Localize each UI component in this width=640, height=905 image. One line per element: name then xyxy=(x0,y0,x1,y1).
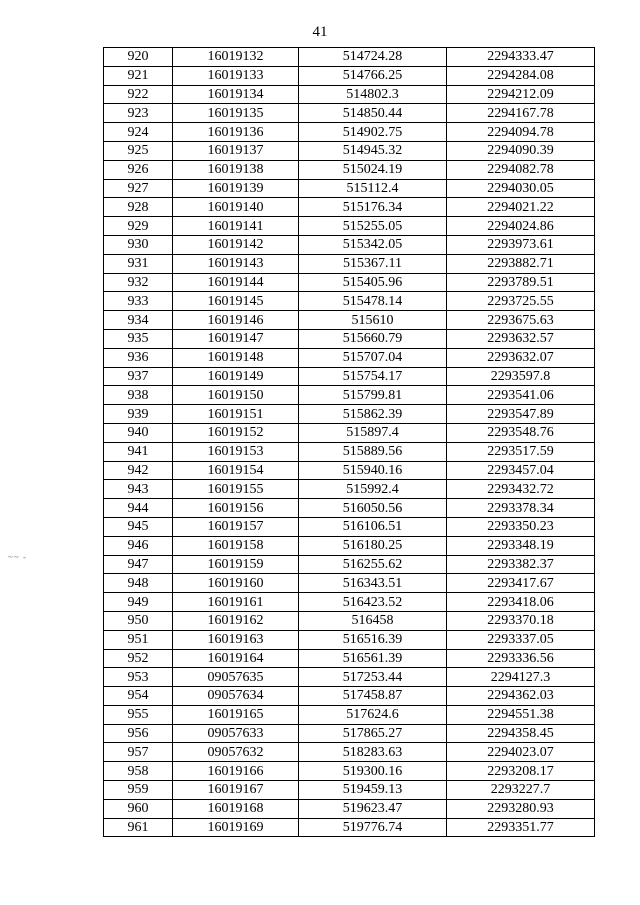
id-cell: 16019136 xyxy=(173,123,299,142)
id-cell: 16019149 xyxy=(173,367,299,386)
table-row xyxy=(104,48,595,67)
table-row xyxy=(104,198,595,217)
x-coordinate-cell: 519459.13 xyxy=(299,781,447,800)
table-row xyxy=(104,442,595,461)
y-coordinate-cell: 2293336.56 xyxy=(447,649,595,668)
y-coordinate-cell: 2293597.8 xyxy=(447,367,595,386)
x-coordinate-cell: 519776.74 xyxy=(299,818,447,837)
table-row xyxy=(104,348,595,367)
id-cell: 16019169 xyxy=(173,818,299,837)
id-cell: 16019162 xyxy=(173,611,299,630)
id-cell: 16019160 xyxy=(173,574,299,593)
y-coordinate-cell: 2293517.59 xyxy=(447,442,595,461)
y-coordinate-cell: 2293348.19 xyxy=(447,536,595,555)
id-cell: 16019151 xyxy=(173,405,299,424)
point-number-cell: 929 xyxy=(104,217,173,236)
table-row xyxy=(104,254,595,273)
x-coordinate-cell: 515610 xyxy=(299,311,447,330)
id-cell: 16019142 xyxy=(173,235,299,254)
point-number-cell: 936 xyxy=(104,348,173,367)
id-cell: 16019132 xyxy=(173,48,299,67)
y-coordinate-cell: 2293280.93 xyxy=(447,799,595,818)
x-coordinate-cell: 515940.16 xyxy=(299,461,447,480)
table-row xyxy=(104,799,595,818)
id-cell: 16019152 xyxy=(173,423,299,442)
y-coordinate-cell: 2294094.78 xyxy=(447,123,595,142)
table-row xyxy=(104,555,595,574)
x-coordinate-cell: 516516.39 xyxy=(299,630,447,649)
point-number-cell: 953 xyxy=(104,668,173,687)
y-coordinate-cell: 2293378.34 xyxy=(447,499,595,518)
point-number-cell: 943 xyxy=(104,480,173,499)
y-coordinate-cell: 2294023.07 xyxy=(447,743,595,762)
table-row xyxy=(104,292,595,311)
table-row xyxy=(104,818,595,837)
y-coordinate-cell: 2293208.17 xyxy=(447,762,595,781)
point-number-cell: 944 xyxy=(104,499,173,518)
point-number-cell: 957 xyxy=(104,743,173,762)
y-coordinate-cell: 2293547.89 xyxy=(447,405,595,424)
point-number-cell: 960 xyxy=(104,799,173,818)
point-number-cell: 952 xyxy=(104,649,173,668)
id-cell: 16019134 xyxy=(173,85,299,104)
table-row xyxy=(104,705,595,724)
point-number-cell: 923 xyxy=(104,104,173,123)
id-cell: 16019140 xyxy=(173,198,299,217)
point-number-cell: 958 xyxy=(104,762,173,781)
id-cell: 16019159 xyxy=(173,555,299,574)
id-cell: 16019139 xyxy=(173,179,299,198)
x-coordinate-cell: 516255.62 xyxy=(299,555,447,574)
point-number-cell: 950 xyxy=(104,611,173,630)
id-cell: 16019167 xyxy=(173,781,299,800)
point-number-cell: 933 xyxy=(104,292,173,311)
y-coordinate-cell: 2293632.57 xyxy=(447,329,595,348)
table-row xyxy=(104,123,595,142)
x-coordinate-cell: 516343.51 xyxy=(299,574,447,593)
x-coordinate-cell: 516458 xyxy=(299,611,447,630)
x-coordinate-cell: 515342.05 xyxy=(299,235,447,254)
point-number-cell: 946 xyxy=(104,536,173,555)
point-number-cell: 921 xyxy=(104,66,173,85)
point-number-cell: 939 xyxy=(104,405,173,424)
id-cell: 16019161 xyxy=(173,593,299,612)
x-coordinate-cell: 515889.56 xyxy=(299,442,447,461)
y-coordinate-cell: 2293541.06 xyxy=(447,386,595,405)
id-cell: 16019141 xyxy=(173,217,299,236)
point-number-cell: 931 xyxy=(104,254,173,273)
point-number-cell: 932 xyxy=(104,273,173,292)
y-coordinate-cell: 2294551.38 xyxy=(447,705,595,724)
point-number-cell: 947 xyxy=(104,555,173,574)
table-row xyxy=(104,593,595,612)
point-number-cell: 930 xyxy=(104,235,173,254)
point-number-cell: 959 xyxy=(104,781,173,800)
id-cell: 09057634 xyxy=(173,687,299,706)
table-row xyxy=(104,179,595,198)
x-coordinate-cell: 515992.4 xyxy=(299,480,447,499)
point-number-cell: 935 xyxy=(104,329,173,348)
y-coordinate-cell: 2294024.86 xyxy=(447,217,595,236)
x-coordinate-cell: 516106.51 xyxy=(299,517,447,536)
y-coordinate-cell: 2294212.09 xyxy=(447,85,595,104)
table-row xyxy=(104,611,595,630)
y-coordinate-cell: 2293973.61 xyxy=(447,235,595,254)
x-coordinate-cell: 516561.39 xyxy=(299,649,447,668)
point-number-cell: 949 xyxy=(104,593,173,612)
id-cell: 16019155 xyxy=(173,480,299,499)
point-number-cell: 948 xyxy=(104,574,173,593)
x-coordinate-cell: 515255.05 xyxy=(299,217,447,236)
id-cell: 16019137 xyxy=(173,141,299,160)
point-number-cell: 942 xyxy=(104,461,173,480)
id-cell: 16019135 xyxy=(173,104,299,123)
id-cell: 16019154 xyxy=(173,461,299,480)
x-coordinate-cell: 516050.56 xyxy=(299,499,447,518)
x-coordinate-cell: 515897.4 xyxy=(299,423,447,442)
table-row xyxy=(104,104,595,123)
point-number-cell: 938 xyxy=(104,386,173,405)
table-row xyxy=(104,687,595,706)
table-row xyxy=(104,517,595,536)
table-row xyxy=(104,536,595,555)
x-coordinate-cell: 516423.52 xyxy=(299,593,447,612)
x-coordinate-cell: 515862.39 xyxy=(299,405,447,424)
id-cell: 09057632 xyxy=(173,743,299,762)
id-cell: 16019166 xyxy=(173,762,299,781)
y-coordinate-cell: 2293417.67 xyxy=(447,574,595,593)
y-coordinate-cell: 2293350.23 xyxy=(447,517,595,536)
table-row xyxy=(104,235,595,254)
id-cell: 16019156 xyxy=(173,499,299,518)
point-number-cell: 937 xyxy=(104,367,173,386)
y-coordinate-cell: 2293882.71 xyxy=(447,254,595,273)
x-coordinate-cell: 519623.47 xyxy=(299,799,447,818)
table-row xyxy=(104,160,595,179)
x-coordinate-cell: 517624.6 xyxy=(299,705,447,724)
x-coordinate-cell: 518283.63 xyxy=(299,743,447,762)
x-coordinate-cell: 515707.04 xyxy=(299,348,447,367)
point-number-cell: 925 xyxy=(104,141,173,160)
y-coordinate-cell: 2294090.39 xyxy=(447,141,595,160)
margin-mark: ~~ - xyxy=(8,552,27,562)
table-row xyxy=(104,423,595,442)
x-coordinate-cell: 514802.3 xyxy=(299,85,447,104)
id-cell: 16019165 xyxy=(173,705,299,724)
table-row xyxy=(104,461,595,480)
id-cell: 16019133 xyxy=(173,66,299,85)
point-number-cell: 940 xyxy=(104,423,173,442)
id-cell: 16019168 xyxy=(173,799,299,818)
y-coordinate-cell: 2294030.05 xyxy=(447,179,595,198)
x-coordinate-cell: 517253.44 xyxy=(299,668,447,687)
id-cell: 16019147 xyxy=(173,329,299,348)
id-cell: 09057633 xyxy=(173,724,299,743)
x-coordinate-cell: 514766.25 xyxy=(299,66,447,85)
x-coordinate-cell: 515799.81 xyxy=(299,386,447,405)
y-coordinate-cell: 2293418.06 xyxy=(447,593,595,612)
x-coordinate-cell: 515405.96 xyxy=(299,273,447,292)
y-coordinate-cell: 2293789.51 xyxy=(447,273,595,292)
id-cell: 16019144 xyxy=(173,273,299,292)
point-number-cell: 951 xyxy=(104,630,173,649)
y-coordinate-cell: 2294284.08 xyxy=(447,66,595,85)
table-row xyxy=(104,329,595,348)
y-coordinate-cell: 2293675.63 xyxy=(447,311,595,330)
y-coordinate-cell: 2293432.72 xyxy=(447,480,595,499)
id-cell: 16019157 xyxy=(173,517,299,536)
table-row xyxy=(104,668,595,687)
x-coordinate-cell: 516180.25 xyxy=(299,536,447,555)
table-row xyxy=(104,649,595,668)
table-row xyxy=(104,141,595,160)
x-coordinate-cell: 514724.28 xyxy=(299,48,447,67)
table-row xyxy=(104,311,595,330)
id-cell: 16019138 xyxy=(173,160,299,179)
y-coordinate-cell: 2294082.78 xyxy=(447,160,595,179)
table-row xyxy=(104,85,595,104)
y-coordinate-cell: 2293725.55 xyxy=(447,292,595,311)
id-cell: 16019145 xyxy=(173,292,299,311)
table-row xyxy=(104,386,595,405)
y-coordinate-cell: 2293227.7 xyxy=(447,781,595,800)
table-row xyxy=(104,743,595,762)
y-coordinate-cell: 2294362.03 xyxy=(447,687,595,706)
point-number-cell: 955 xyxy=(104,705,173,724)
point-number-cell: 922 xyxy=(104,85,173,104)
y-coordinate-cell: 2293382.37 xyxy=(447,555,595,574)
y-coordinate-cell: 2294021.22 xyxy=(447,198,595,217)
y-coordinate-cell: 2293351.77 xyxy=(447,818,595,837)
x-coordinate-cell: 515754.17 xyxy=(299,367,447,386)
y-coordinate-cell: 2294358.45 xyxy=(447,724,595,743)
point-number-cell: 934 xyxy=(104,311,173,330)
x-coordinate-cell: 514902.75 xyxy=(299,123,447,142)
x-coordinate-cell: 515024.19 xyxy=(299,160,447,179)
coordinates-table xyxy=(103,47,595,837)
x-coordinate-cell: 515478.14 xyxy=(299,292,447,311)
y-coordinate-cell: 2293370.18 xyxy=(447,611,595,630)
point-number-cell: 941 xyxy=(104,442,173,461)
table-row xyxy=(104,273,595,292)
x-coordinate-cell: 517458.87 xyxy=(299,687,447,706)
y-coordinate-cell: 2293632.07 xyxy=(447,348,595,367)
x-coordinate-cell: 519300.16 xyxy=(299,762,447,781)
table-row xyxy=(104,217,595,236)
id-cell: 16019158 xyxy=(173,536,299,555)
x-coordinate-cell: 515367.11 xyxy=(299,254,447,273)
id-cell: 16019153 xyxy=(173,442,299,461)
x-coordinate-cell: 514945.32 xyxy=(299,141,447,160)
point-number-cell: 926 xyxy=(104,160,173,179)
table-row xyxy=(104,630,595,649)
x-coordinate-cell: 515112.4 xyxy=(299,179,447,198)
y-coordinate-cell: 2294167.78 xyxy=(447,104,595,123)
id-cell: 16019164 xyxy=(173,649,299,668)
y-coordinate-cell: 2293548.76 xyxy=(447,423,595,442)
point-number-cell: 924 xyxy=(104,123,173,142)
id-cell: 16019163 xyxy=(173,630,299,649)
x-coordinate-cell: 515660.79 xyxy=(299,329,447,348)
table-row xyxy=(104,781,595,800)
id-cell: 16019150 xyxy=(173,386,299,405)
table-row xyxy=(104,574,595,593)
point-number-cell: 927 xyxy=(104,179,173,198)
table-row xyxy=(104,405,595,424)
y-coordinate-cell: 2293337.05 xyxy=(447,630,595,649)
point-number-cell: 928 xyxy=(104,198,173,217)
y-coordinate-cell: 2294127.3 xyxy=(447,668,595,687)
y-coordinate-cell: 2293457.04 xyxy=(447,461,595,480)
page-number: 41 xyxy=(312,24,328,40)
table-row xyxy=(104,367,595,386)
table-row xyxy=(104,480,595,499)
x-coordinate-cell: 515176.34 xyxy=(299,198,447,217)
id-cell: 16019146 xyxy=(173,311,299,330)
id-cell: 16019148 xyxy=(173,348,299,367)
x-coordinate-cell: 514850.44 xyxy=(299,104,447,123)
point-number-cell: 945 xyxy=(104,517,173,536)
table-row xyxy=(104,762,595,781)
id-cell: 09057635 xyxy=(173,668,299,687)
point-number-cell: 920 xyxy=(104,48,173,67)
point-number-cell: 961 xyxy=(104,818,173,837)
table-row xyxy=(104,499,595,518)
x-coordinate-cell: 517865.27 xyxy=(299,724,447,743)
point-number-cell: 954 xyxy=(104,687,173,706)
y-coordinate-cell: 2294333.47 xyxy=(447,48,595,67)
table-row xyxy=(104,724,595,743)
point-number-cell: 956 xyxy=(104,724,173,743)
coordinates-table-body xyxy=(104,48,595,837)
table-row xyxy=(104,66,595,85)
id-cell: 16019143 xyxy=(173,254,299,273)
